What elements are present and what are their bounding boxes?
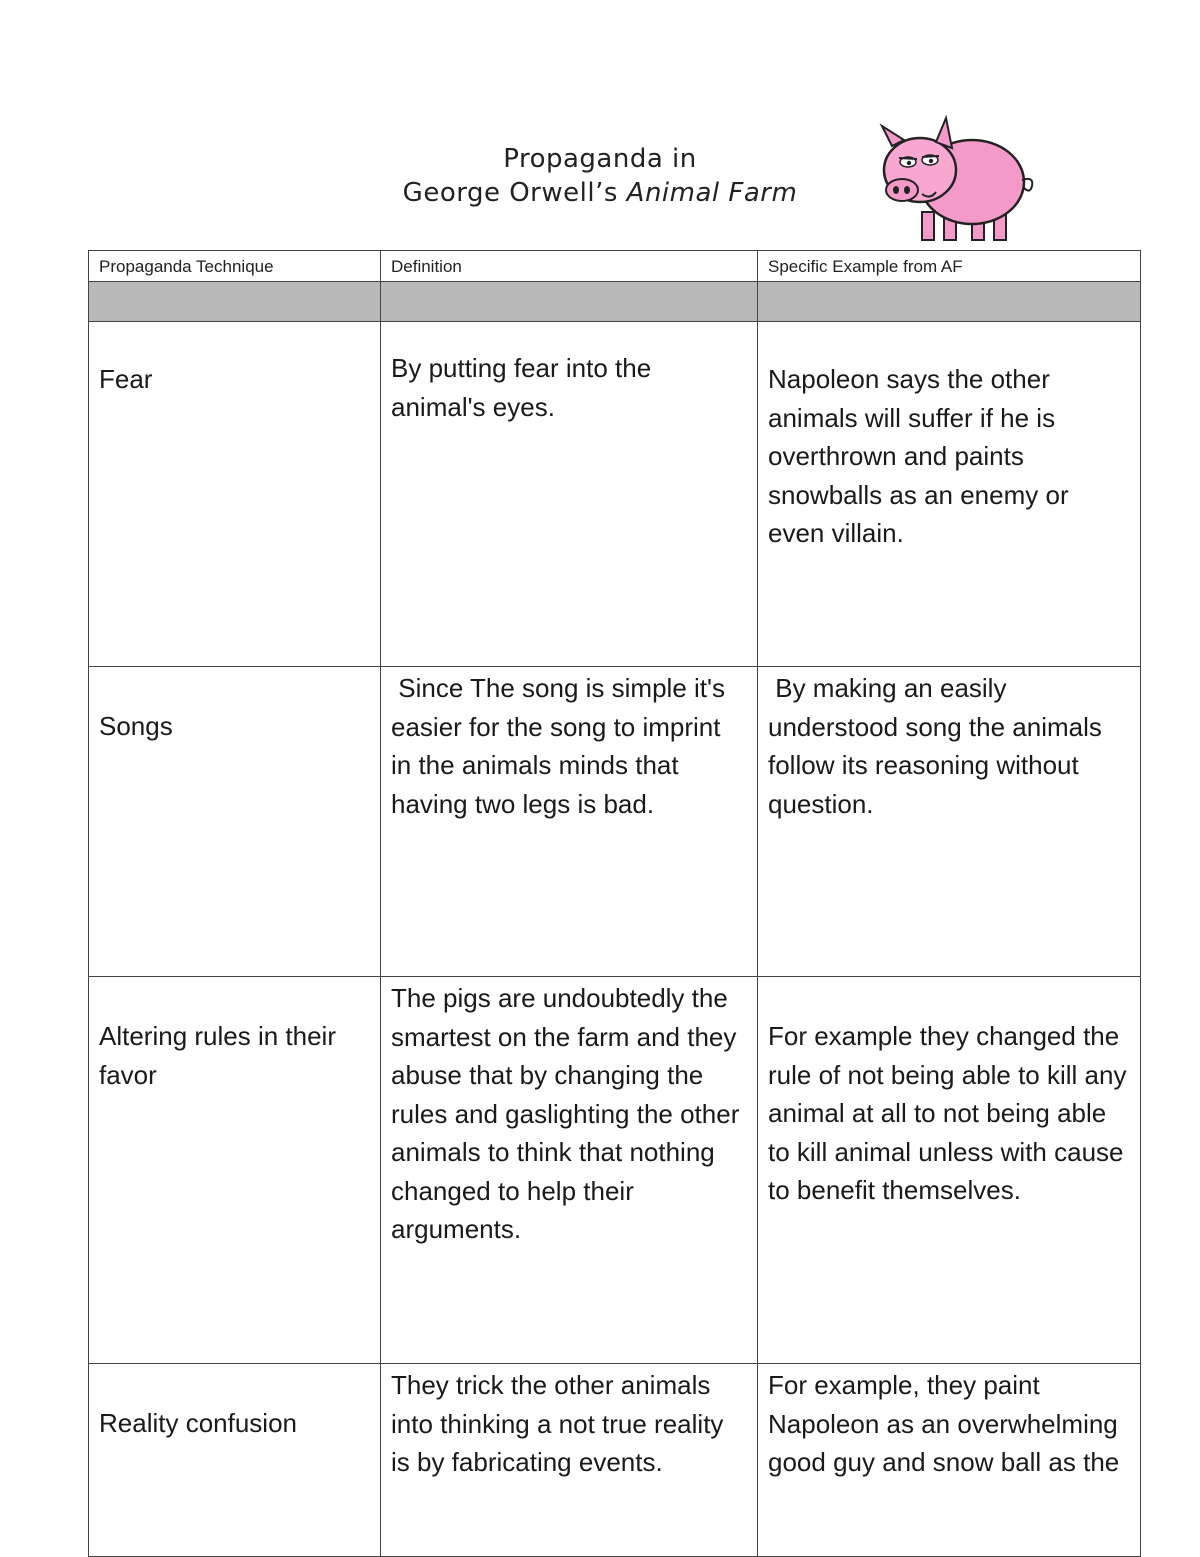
shaded-cell xyxy=(89,282,381,322)
technique-cell: Songs xyxy=(89,667,381,977)
definition-cell: They trick the other animals into thinking a not true reality is by fabricating events. xyxy=(381,1364,758,1557)
table-row xyxy=(89,322,1141,667)
technique-cell: Fear xyxy=(89,322,381,667)
shaded-cell xyxy=(381,282,758,322)
title-line-2-prefix: George Orwell’s xyxy=(402,178,627,208)
shaded-cell xyxy=(758,282,1141,322)
table-shaded-row xyxy=(89,282,1141,322)
definition-cell: Since The song is simple it's easier for the song to imprint in the animals minds that having two legs is bad. xyxy=(381,667,758,977)
title-line-2 xyxy=(300,176,900,210)
definition-cell: The pigs are undoubtedly the smartest on the farm and they abuse that by changing the rules and gaslighting the other animals to think that nothing changed to help their arguments. xyxy=(381,977,758,1364)
table-row xyxy=(89,977,1141,1364)
page-title xyxy=(300,142,900,210)
header-example: Specific Example from AF xyxy=(758,251,1141,282)
technique-cell: Reality confusion xyxy=(89,1364,381,1557)
header-definition: Definition xyxy=(381,251,758,282)
table-row xyxy=(89,1364,1141,1557)
header-technique: Propaganda Technique xyxy=(89,251,381,282)
example-cell: Napoleon says the other animals will suffer if he is overthrown and paints snowballs as an enemy or even villain. xyxy=(758,322,1141,667)
propaganda-table-container xyxy=(88,250,1140,1557)
title-line-1: Propaganda in xyxy=(503,144,697,174)
example-cell: By making an easily understood song the animals follow its reasoning without question. xyxy=(758,667,1141,977)
table-header-row xyxy=(89,251,1141,282)
table-row xyxy=(89,667,1141,977)
technique-cell: Altering rules in their favor xyxy=(89,977,381,1364)
title-book-name: Animal Farm xyxy=(626,178,798,208)
example-cell: For example, they paint Napoleon as an overwhelming good guy and snow ball as the xyxy=(758,1364,1141,1557)
definition-cell: By putting fear into the animal's eyes. xyxy=(381,322,758,667)
propaganda-table xyxy=(88,250,1141,1557)
pig-icon xyxy=(872,112,1040,246)
example-cell: For example they changed the rule of not being able to kill any animal at all to not being able to kill animal unless with cause to benefit themselves. xyxy=(758,977,1141,1364)
